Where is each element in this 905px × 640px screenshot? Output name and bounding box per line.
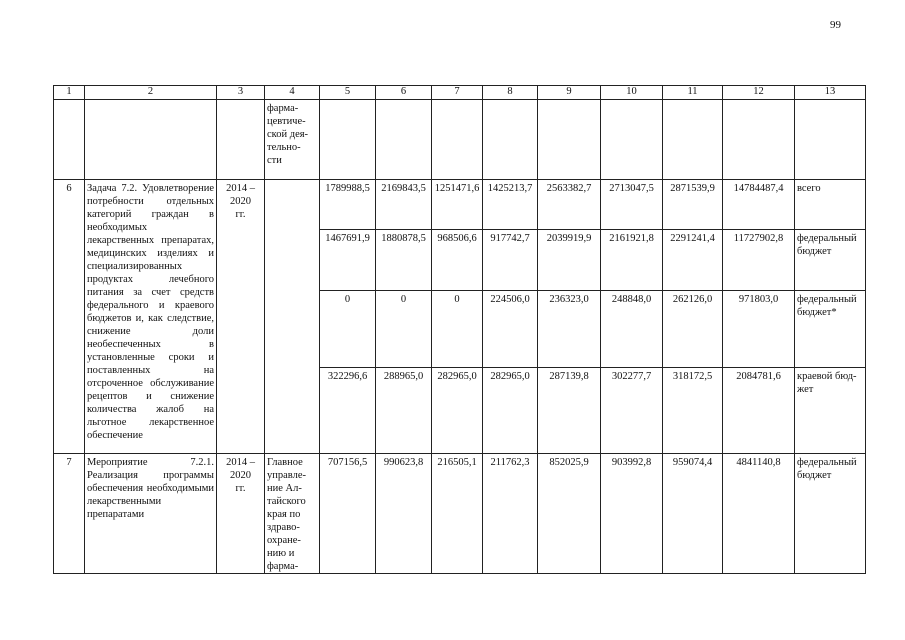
column-header: 13	[795, 86, 866, 100]
value-cell: 11727902,8	[723, 230, 795, 291]
table-cell	[85, 100, 217, 180]
value-cell: 903992,8	[601, 454, 663, 574]
table-cell	[376, 100, 432, 180]
source-cell: федеральный бюджет*	[795, 291, 866, 368]
column-header: 12	[723, 86, 795, 100]
value-cell: 4841140,8	[723, 454, 795, 574]
column-header: 7	[432, 86, 483, 100]
value-cell: 322296,6	[320, 368, 376, 454]
value-cell: 248848,0	[601, 291, 663, 368]
table-row	[54, 180, 866, 230]
column-header: 4	[265, 86, 320, 100]
executor-cell: фарма- цевтиче- ской дея- тельно- сти	[265, 100, 320, 180]
value-cell: 224506,0	[483, 291, 538, 368]
value-cell: 262126,0	[663, 291, 723, 368]
column-header: 2	[85, 86, 217, 100]
value-cell: 282965,0	[432, 368, 483, 454]
value-cell: 959074,4	[663, 454, 723, 574]
value-cell: 288965,0	[376, 368, 432, 454]
task-name-cell: Задача 7.2. Удовлетворение потребности отдельных категорий граждан в необходимых лекарственных препаратах, медицинских изделиях и специализированных продуктах лечебного питания за счет средств федерального и краевого бюджетов и, как следствие, снижение доли необеспеченных в установленные сроки и поставленных на отсроченное обслуживание рецептов и снижение количества жалоб на льготное лекарственное обеспечение	[85, 180, 217, 454]
table-row	[54, 454, 866, 574]
value-cell: 707156,5	[320, 454, 376, 574]
source-cell: всего	[795, 180, 866, 230]
value-cell: 1251471,6	[432, 180, 483, 230]
budget-table	[53, 85, 866, 574]
value-cell: 318172,5	[663, 368, 723, 454]
executor-cell: Главное управле- ние Ал- тайского края по здраво- охране- нию и фарма-	[265, 454, 320, 574]
column-number-row	[54, 86, 866, 100]
table-cell	[723, 100, 795, 180]
value-cell: 2713047,5	[601, 180, 663, 230]
continuation-row	[54, 100, 866, 180]
row-number-cell: 7	[54, 454, 85, 574]
table-cell	[795, 100, 866, 180]
value-cell: 917742,7	[483, 230, 538, 291]
column-header: 11	[663, 86, 723, 100]
value-cell: 211762,3	[483, 454, 538, 574]
value-cell: 302277,7	[601, 368, 663, 454]
table-cell	[538, 100, 601, 180]
value-cell: 2563382,7	[538, 180, 601, 230]
executor-cell	[265, 180, 320, 454]
source-cell: федеральный бюджет	[795, 230, 866, 291]
period-cell: 2014 – 2020 гг.	[217, 454, 265, 574]
column-header: 3	[217, 86, 265, 100]
column-header: 8	[483, 86, 538, 100]
value-cell: 1880878,5	[376, 230, 432, 291]
value-cell: 236323,0	[538, 291, 601, 368]
value-cell: 1467691,9	[320, 230, 376, 291]
table-cell	[432, 100, 483, 180]
value-cell: 852025,9	[538, 454, 601, 574]
value-cell: 1789988,5	[320, 180, 376, 230]
column-header: 10	[601, 86, 663, 100]
value-cell: 2291241,4	[663, 230, 723, 291]
table-cell	[217, 100, 265, 180]
value-cell: 971803,0	[723, 291, 795, 368]
measure-name-cell: Мероприятие 7.2.1. Реализация программы обеспечения необходимыми лекарственными препаратами	[85, 454, 217, 574]
column-header: 5	[320, 86, 376, 100]
value-cell: 0	[432, 291, 483, 368]
table-cell	[663, 100, 723, 180]
table-cell	[483, 100, 538, 180]
source-cell: краевой бюд- жет	[795, 368, 866, 454]
source-cell: федеральный бюджет	[795, 454, 866, 574]
row-number-cell: 6	[54, 180, 85, 454]
value-cell: 282965,0	[483, 368, 538, 454]
value-cell: 0	[320, 291, 376, 368]
value-cell: 2871539,9	[663, 180, 723, 230]
table-cell	[54, 100, 85, 180]
value-cell: 2169843,5	[376, 180, 432, 230]
page-number: 99	[830, 19, 841, 31]
value-cell: 990623,8	[376, 454, 432, 574]
value-cell: 287139,8	[538, 368, 601, 454]
value-cell: 216505,1	[432, 454, 483, 574]
period-cell: 2014 – 2020 гг.	[217, 180, 265, 454]
column-header: 1	[54, 86, 85, 100]
value-cell: 2084781,6	[723, 368, 795, 454]
table-cell	[320, 100, 376, 180]
value-cell: 1425213,7	[483, 180, 538, 230]
value-cell: 0	[376, 291, 432, 368]
column-header: 6	[376, 86, 432, 100]
table-cell	[601, 100, 663, 180]
value-cell: 968506,6	[432, 230, 483, 291]
value-cell: 14784487,4	[723, 180, 795, 230]
column-header: 9	[538, 86, 601, 100]
value-cell: 2039919,9	[538, 230, 601, 291]
value-cell: 2161921,8	[601, 230, 663, 291]
